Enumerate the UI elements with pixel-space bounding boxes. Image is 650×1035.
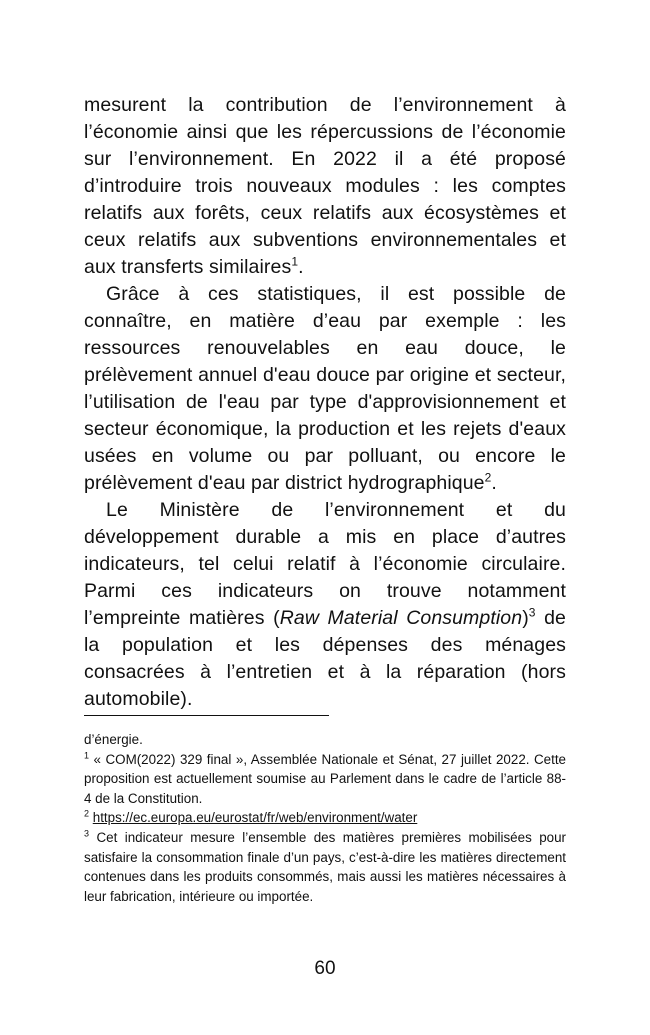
paragraph-3-italic-term: Raw Material Consumption [279, 607, 523, 629]
footnote-2-mark: 2 [84, 808, 90, 819]
footnote-separator [84, 715, 329, 716]
footnote-2-link[interactable]: https://ec.europa.eu/eurostat/fr/web/environment/water [92, 810, 418, 826]
paragraph-2 [84, 281, 566, 497]
paragraph-1-tail: . [298, 256, 304, 278]
footnote-1-mark: 1 [84, 750, 90, 761]
footnote-3-text: Cet indicateur mesure l’ensemble des matières premières mobilisées pour satisfaire la consommation finale d’un pays, c’est-à-dire les matières directement contenues dans les produits consommés, mais aussi les matières nécessaires à leur fabrication, intérieure ou importée. [84, 829, 566, 904]
paragraph-3-text-after: de la population et les dépenses des ménages consacrées à l’entretien et à la réparation (hors automobile). [84, 607, 566, 710]
paragraph-1-text: mesurent la contribution de l’environnement à l’économie ainsi que les répercussions de l’économie sur l’environnement. En 2022 il a été proposé d’introduire trois nouveaux modules : les comptes relatifs aux forêts, ceux relatifs aux écosystèmes et ceux relatifs aux subventions environnementales et aux transferts similaires [84, 94, 566, 278]
paragraph-2-text: Grâce à ces statistiques, il est possible de connaître, en matière d’eau par exemple : les ressources renouvelables en eau douce, le prélèvement annuel d'eau douce par origine et secteur, l’utilisation de l'eau par type d'approvisionnement et secteur économique, la production et les rejets d'eaux usées en volume ou par polluant, ou encore le prélèvement d'eau par district hydrographique [84, 283, 566, 494]
footnote-3 [84, 828, 566, 906]
footnote-ref-1: 1 [291, 254, 299, 269]
footnote-ref-3: 3 [528, 605, 536, 620]
footnotes [84, 730, 566, 906]
paragraph-3-text-before: Le Ministère de l’environnement et du développement durable a mis en place d’autres indicateurs, tel celui relatif à l’économie circulaire. Parmi ces indicateurs on trouve notamment l’empreinte matières ( [84, 499, 566, 629]
paragraph-1 [84, 92, 566, 281]
paragraph-3-text-mid: ) [522, 607, 529, 629]
page-number: 60 [314, 958, 336, 979]
footnote-2 [84, 808, 566, 828]
footnote-1-text: « COM(2022) 329 final », Assemblée Nationale et Sénat, 27 juillet 2022. Cette proposition est actuellement soumise au Parlement dans le cadre de l’article 88-4 de la Constitution. [84, 751, 566, 806]
footnote-3-mark: 3 [84, 828, 90, 839]
footnote-1 [84, 750, 566, 809]
body-text [84, 92, 566, 713]
paragraph-2-tail: . [491, 472, 497, 494]
footnote-ref-2: 2 [484, 470, 492, 485]
paragraph-3 [84, 497, 566, 713]
footnote-continuation: d’énergie. [84, 732, 143, 747]
